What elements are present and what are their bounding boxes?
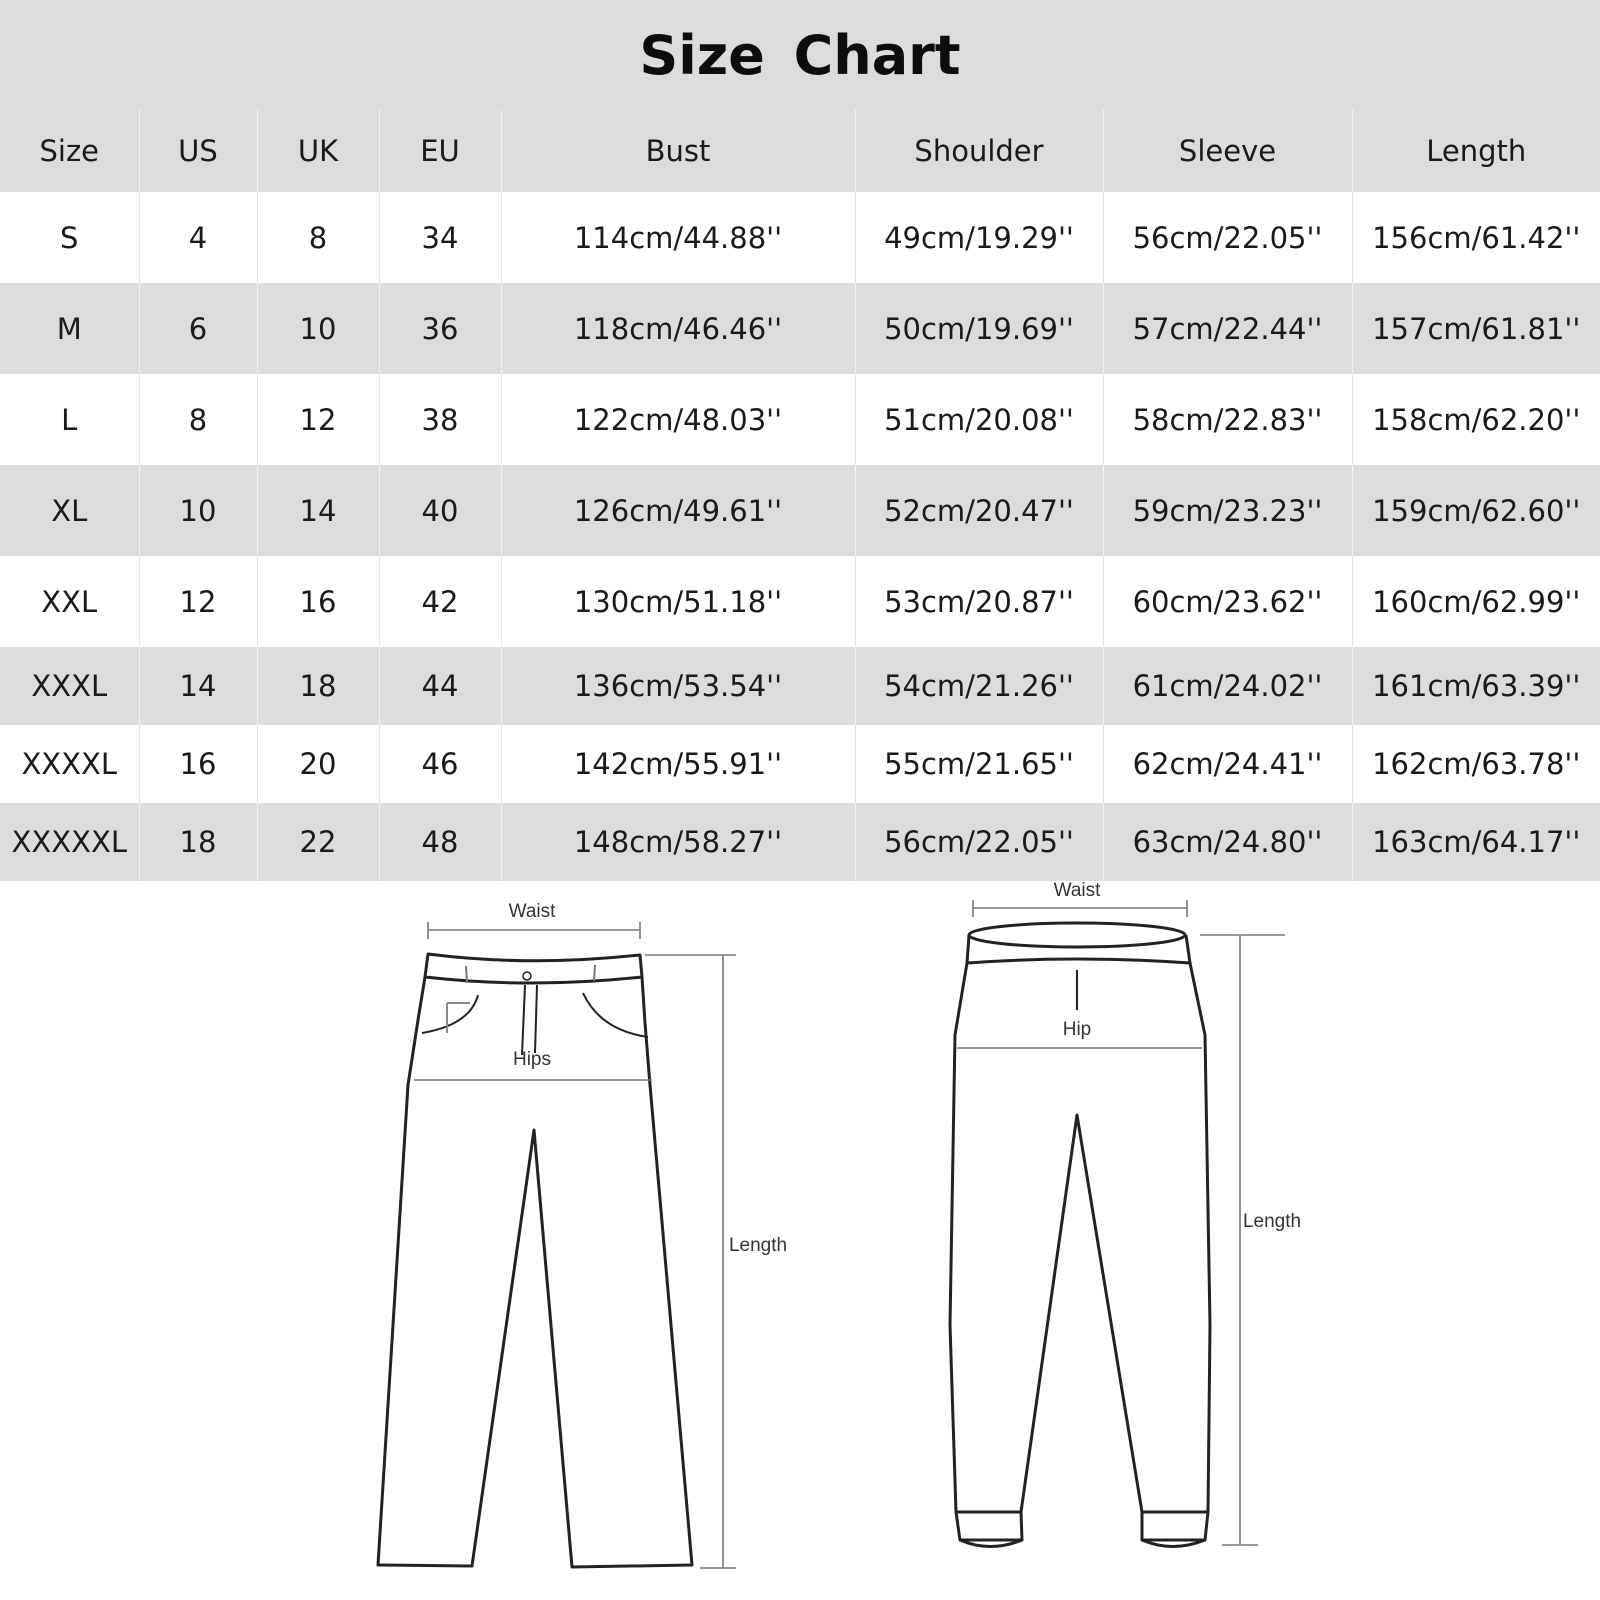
size-table [0, 110, 1600, 881]
cell-shoulder: 51cm/20.08'' [855, 374, 1103, 465]
cell-sleeve: 57cm/22.44'' [1103, 283, 1352, 374]
pants-diagram-svg [0, 875, 1600, 1600]
cell-sleeve: 61cm/24.02'' [1103, 647, 1352, 725]
length-label-jogger: Length [1242, 1211, 1302, 1232]
table-row [0, 803, 1600, 881]
cell-size: M [0, 283, 139, 374]
cell-us: 10 [139, 465, 257, 556]
cell-bust: 148cm/58.27'' [501, 803, 855, 881]
cell-eu: 40 [379, 465, 501, 556]
cell-sleeve: 63cm/24.80'' [1103, 803, 1352, 881]
cell-eu: 36 [379, 283, 501, 374]
cell-bust: 130cm/51.18'' [501, 556, 855, 647]
cell-sleeve: 60cm/23.62'' [1103, 556, 1352, 647]
cell-size: XXXXXL [0, 803, 139, 881]
cell-length: 162cm/63.78'' [1352, 725, 1600, 803]
cell-length: 159cm/62.60'' [1352, 465, 1600, 556]
waist-label: Waist [508, 901, 556, 922]
cell-uk: 18 [257, 647, 379, 725]
header-shoulder: Shoulder [855, 110, 1103, 192]
cell-uk: 20 [257, 725, 379, 803]
cell-sleeve: 59cm/23.23'' [1103, 465, 1352, 556]
table-row [0, 647, 1600, 725]
cell-shoulder: 56cm/22.05'' [855, 803, 1103, 881]
cell-shoulder: 55cm/21.65'' [855, 725, 1103, 803]
jogger-pants-measures [957, 900, 1285, 1545]
cell-size: XXL [0, 556, 139, 647]
cell-size: XXXXL [0, 725, 139, 803]
cell-us: 14 [139, 647, 257, 725]
cell-bust: 136cm/53.54'' [501, 647, 855, 725]
cell-size: XXXL [0, 647, 139, 725]
straight-pants-illustration [378, 954, 692, 1567]
hip-label: Hip [1062, 1019, 1092, 1040]
table-row [0, 725, 1600, 803]
cell-us: 6 [139, 283, 257, 374]
waist-label-jogger: Waist [1053, 880, 1101, 901]
cell-shoulder: 52cm/20.47'' [855, 465, 1103, 556]
cell-uk: 22 [257, 803, 379, 881]
measurement-diagram [0, 875, 1600, 1600]
cell-eu: 44 [379, 647, 501, 725]
cell-us: 16 [139, 725, 257, 803]
table-row [0, 465, 1600, 556]
cell-shoulder: 53cm/20.87'' [855, 556, 1103, 647]
cell-shoulder: 50cm/19.69'' [855, 283, 1103, 374]
cell-us: 12 [139, 556, 257, 647]
cell-bust: 142cm/55.91'' [501, 725, 855, 803]
cell-sleeve: 58cm/22.83'' [1103, 374, 1352, 465]
cell-us: 18 [139, 803, 257, 881]
cell-sleeve: 56cm/22.05'' [1103, 192, 1352, 283]
header-bust: Bust [501, 110, 855, 192]
header-us: US [139, 110, 257, 192]
cell-eu: 34 [379, 192, 501, 283]
cell-us: 8 [139, 374, 257, 465]
length-label: Length [728, 1235, 788, 1256]
cell-uk: 16 [257, 556, 379, 647]
cell-bust: 122cm/48.03'' [501, 374, 855, 465]
header-uk: UK [257, 110, 379, 192]
cell-size: XL [0, 465, 139, 556]
cell-eu: 42 [379, 556, 501, 647]
cell-shoulder: 54cm/21.26'' [855, 647, 1103, 725]
cell-length: 163cm/64.17'' [1352, 803, 1600, 881]
cell-length: 160cm/62.99'' [1352, 556, 1600, 647]
cell-uk: 14 [257, 465, 379, 556]
page-title: Size Chart [639, 23, 961, 87]
header-sleeve: Sleeve [1103, 110, 1352, 192]
table-body [0, 192, 1600, 881]
cell-length: 161cm/63.39'' [1352, 647, 1600, 725]
cell-bust: 114cm/44.88'' [501, 192, 855, 283]
cell-length: 157cm/61.81'' [1352, 283, 1600, 374]
table-row [0, 556, 1600, 647]
header-size: Size [0, 110, 139, 192]
table-row [0, 283, 1600, 374]
cell-eu: 46 [379, 725, 501, 803]
cell-size: S [0, 192, 139, 283]
cell-size: L [0, 374, 139, 465]
cell-eu: 48 [379, 803, 501, 881]
cell-us: 4 [139, 192, 257, 283]
table-header-row [0, 110, 1600, 192]
cell-shoulder: 49cm/19.29'' [855, 192, 1103, 283]
hips-label: Hips [512, 1049, 552, 1070]
table-row [0, 192, 1600, 283]
cell-uk: 10 [257, 283, 379, 374]
jogger-pants-illustration [950, 923, 1210, 1547]
cell-length: 156cm/61.42'' [1352, 192, 1600, 283]
header-eu: EU [379, 110, 501, 192]
cell-bust: 126cm/49.61'' [501, 465, 855, 556]
cell-uk: 8 [257, 192, 379, 283]
header-length: Length [1352, 110, 1600, 192]
title-bar [0, 0, 1600, 110]
cell-length: 158cm/62.20'' [1352, 374, 1600, 465]
cell-bust: 118cm/46.46'' [501, 283, 855, 374]
cell-eu: 38 [379, 374, 501, 465]
cell-uk: 12 [257, 374, 379, 465]
table-row [0, 374, 1600, 465]
cell-sleeve: 62cm/24.41'' [1103, 725, 1352, 803]
